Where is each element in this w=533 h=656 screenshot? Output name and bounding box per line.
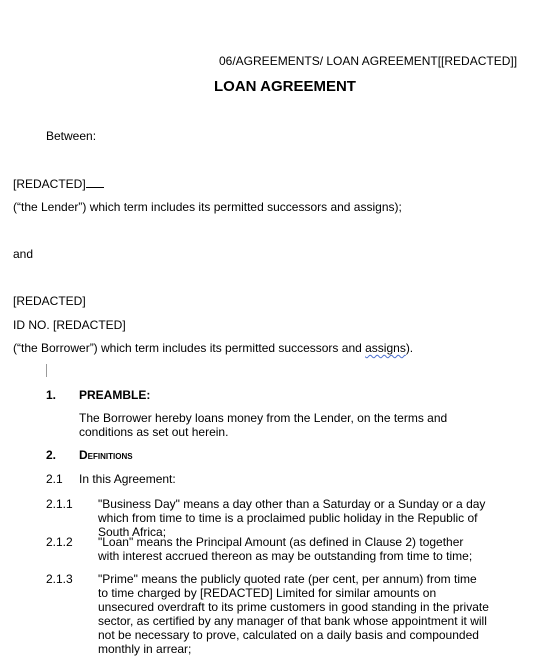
blank-line <box>86 176 104 188</box>
document-title: LOAN AGREEMENT <box>214 78 356 95</box>
section-number-definitions: 2. <box>46 448 57 462</box>
section-heading-preamble: PREAMBLE: <box>79 388 151 402</box>
section-heading-definitions: Definitions <box>79 448 133 462</box>
clause-number-2-1-3: 2.1.3 <box>46 572 73 586</box>
clause-number-2-1-1: 2.1.1 <box>46 497 73 511</box>
preamble-text: The Borrower hereby loans money from the Lender, on the terms and conditions as set out herein. <box>79 411 448 439</box>
document-reference: 06/AGREEMENTS/ LOAN AGREEMENT[[REDACTED]] <box>219 54 518 68</box>
clause-text-2-1-1: "Business Day" means a day other than a Saturday or a Sunday or a day which from time to time is a proclaimed public holiday in the Republic of South Africa; <box>98 497 486 539</box>
clause-number-2-1-2: 2.1.2 <box>46 535 73 549</box>
lender-description: (“the Lender”) which term includes its permitted successors and assigns); <box>13 200 402 214</box>
clause-text-2-1-3: "Prime" means the publicly quoted rate (per cent, per annum) from time to time charged by [REDACTED] Limited for similar amounts on unsecured overdraft to its prime customers in good standing in the private sector, as certified by any manager of that bank whose appointment it will not be necessary to prove, calculated on a daily basis and compounded monthly in arrear; <box>98 572 489 656</box>
borrower-name: [REDACTED] <box>13 294 86 308</box>
clause-text-2-1-2: "Loan" means the Principal Amount (as defined in Clause 2) together with interest accrued thereon as may be outstanding from time to time; <box>98 535 473 563</box>
and-label: and <box>13 247 34 261</box>
clause-number-2-1: 2.1 <box>46 472 63 486</box>
text-cursor <box>46 364 47 377</box>
lender-name-line <box>13 176 104 191</box>
between-label: Between: <box>46 129 97 143</box>
spellcheck-flagged-word[interactable]: assigns <box>365 341 406 355</box>
borrower-id: ID NO. [REDACTED] <box>13 318 126 332</box>
section-number-preamble: 1. <box>46 388 57 402</box>
clause-text-2-1: In this Agreement: <box>79 472 176 486</box>
borrower-description: (“the Borrower”) which term includes its permitted successors and assigns). <box>13 341 414 355</box>
lender-name: [REDACTED] <box>13 177 86 191</box>
